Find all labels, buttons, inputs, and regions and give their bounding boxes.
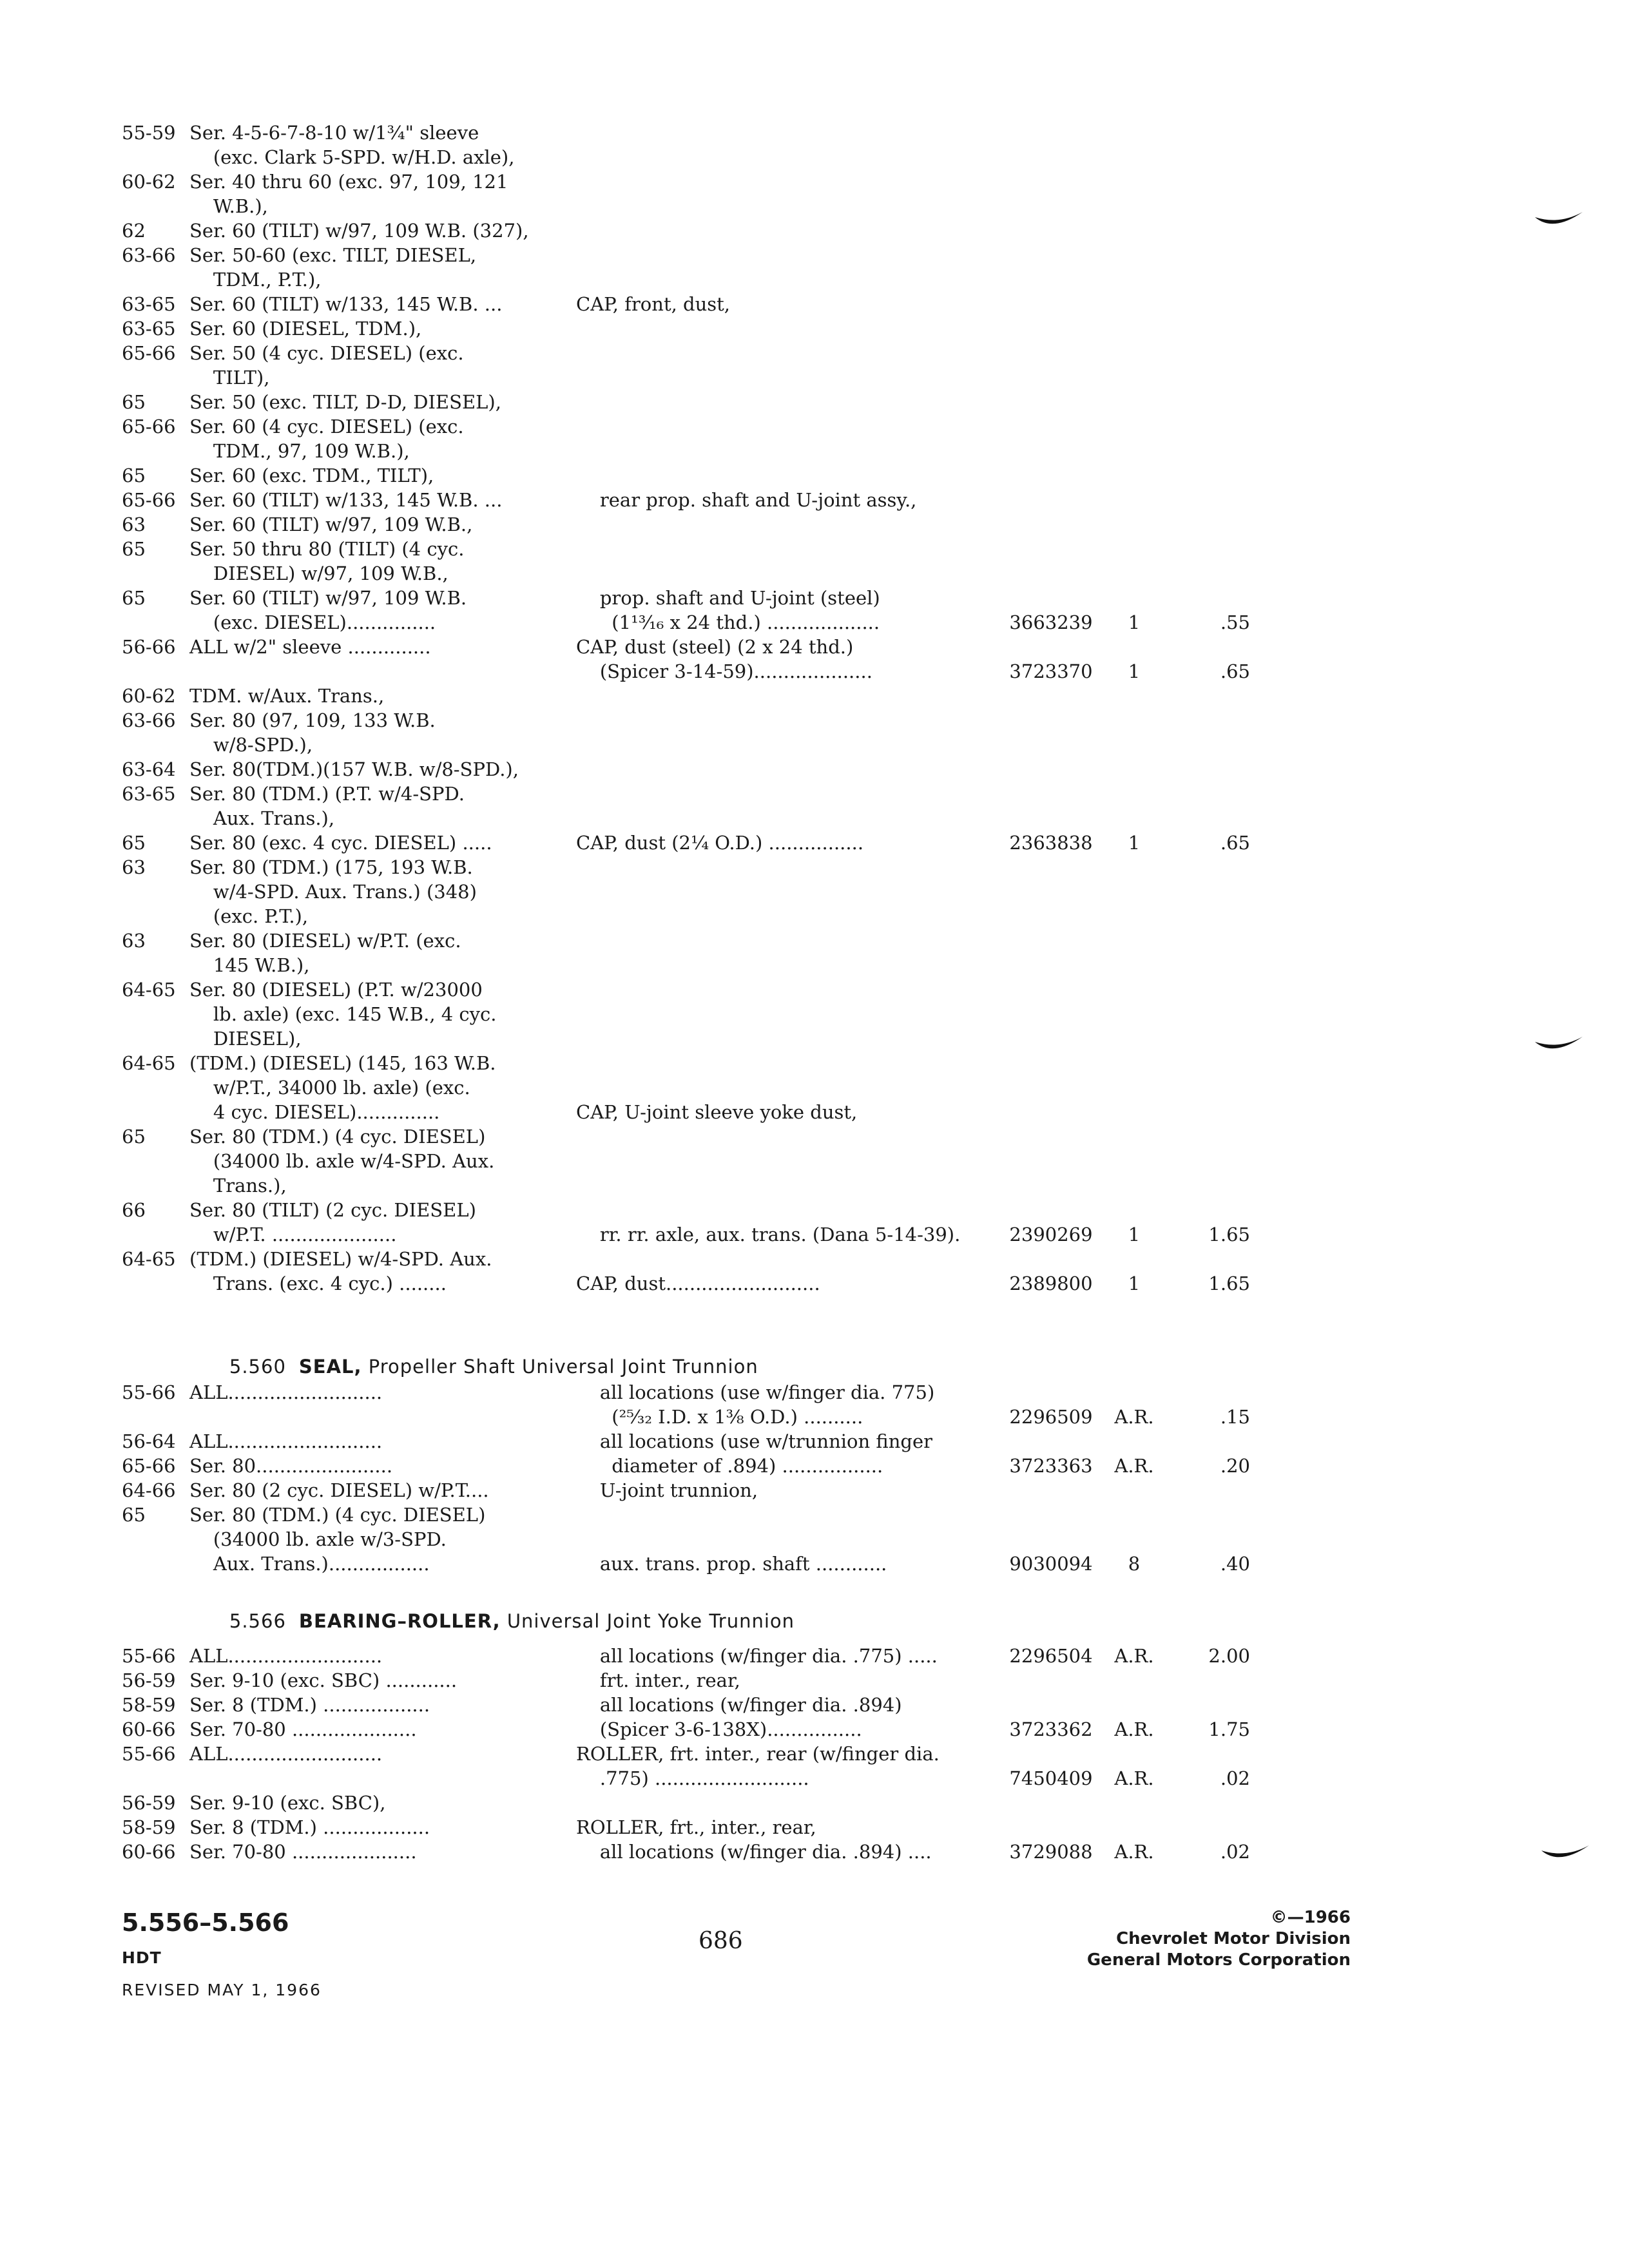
part-description: prop. shaft and U-joint (steel): [576, 587, 880, 609]
year-range: 55-66: [122, 1743, 176, 1765]
table-row: [0, 1668, 1629, 1693]
model-applicability: Ser. 60 (DIESEL, TDM.),: [189, 318, 422, 340]
model-applicability: TILT),: [189, 367, 270, 389]
part-number: 2296504: [1009, 1645, 1093, 1667]
model-applicability: Ser. 60 (4 cyc. DIESEL) (exc.: [189, 416, 464, 437]
part-description: CAP, dust (2¼ O.D.) ................: [576, 832, 864, 854]
model-applicability: (exc. P.T.),: [189, 905, 309, 927]
table-row: [0, 1454, 1629, 1478]
table-row: [0, 1380, 1629, 1405]
price: 1.65: [1208, 1273, 1250, 1294]
model-applicability: Aux. Trans.),: [189, 807, 335, 829]
part-description: rr. rr. axle, aux. trans. (Dana 5-14-39).: [576, 1224, 961, 1245]
quantity: 8: [1128, 1553, 1141, 1575]
model-applicability: w/8-SPD.),: [189, 734, 313, 756]
model-applicability: TDM. w/Aux. Trans.,: [189, 685, 385, 707]
model-applicability: Ser. 60 (TILT) w/97, 109 W.B. (327),: [189, 220, 529, 242]
year-range: 60-66: [122, 1841, 176, 1863]
model-applicability: Ser. 4-5-6-7-8-10 w/1¾" sleeve: [189, 122, 479, 144]
part-number: 9030094: [1009, 1553, 1093, 1575]
table-row: [0, 831, 1629, 855]
price: .20: [1220, 1455, 1250, 1477]
punch-mark-icon: [1534, 1034, 1585, 1060]
year-range: 55-59: [122, 122, 176, 144]
year-range: 63-65: [122, 783, 176, 805]
model-applicability: Ser. 40 thru 60 (exc. 97, 109, 121: [189, 171, 508, 193]
table-row: [0, 341, 1629, 365]
part-description: all locations (use w/finger dia. 775): [576, 1381, 935, 1403]
table-row: [0, 1766, 1629, 1791]
model-applicability: Ser. 80 (2 cyc. DIESEL) w/P.T....: [189, 1479, 489, 1501]
table-row: [0, 439, 1629, 463]
model-applicability: TDM., P.T.),: [189, 269, 322, 291]
model-applicability: (TDM.) (DIESEL) w/4-SPD. Aux.: [189, 1248, 492, 1270]
year-range: 63: [122, 930, 146, 952]
price: .40: [1220, 1553, 1250, 1575]
year-range: 56-59: [122, 1669, 176, 1691]
table-row: [0, 1247, 1629, 1271]
year-range: 62: [122, 220, 146, 242]
table-row: [0, 120, 1629, 145]
model-applicability: Ser. 60 (TILT) w/97, 109 W.B.: [189, 587, 467, 609]
year-range: 63-65: [122, 318, 176, 340]
year-range: 63-66: [122, 244, 176, 266]
table-row: [0, 1124, 1629, 1149]
part-description: diameter of .894) .................: [576, 1455, 883, 1477]
table-row: [0, 218, 1629, 243]
model-applicability: Ser. 80 (TILT) (2 cyc. DIESEL): [189, 1199, 476, 1221]
footer-section-code: 5.556–5.566: [122, 1908, 289, 1937]
table-row: [0, 1405, 1629, 1429]
table-row: [0, 1429, 1629, 1454]
part-number: 3723370: [1009, 660, 1093, 682]
part-description: CAP, U-joint sleeve yoke dust,: [576, 1101, 858, 1123]
punch-mark-icon: [1540, 1843, 1592, 1869]
part-description: CAP, front, dust,: [576, 293, 731, 315]
table-row: [0, 1815, 1629, 1840]
table-row: [0, 537, 1629, 561]
quantity: A.R.: [1114, 1841, 1154, 1863]
section-title-bold: SEAL,: [298, 1356, 362, 1378]
table-row: [0, 879, 1629, 904]
year-range: 60-62: [122, 171, 176, 193]
footer-corporation: General Motors Corporation: [1086, 1950, 1351, 1970]
table-row: [0, 365, 1629, 390]
table-row: [0, 1198, 1629, 1222]
model-applicability: Ser. 50 (exc. TILT, D-D, DIESEL),: [189, 391, 501, 413]
part-number: 2296509: [1009, 1406, 1093, 1428]
quantity: 1: [1128, 611, 1141, 633]
year-range: 65-66: [122, 1455, 176, 1477]
year-range: 65: [122, 391, 146, 413]
model-applicability: ALL..........................: [189, 1381, 383, 1403]
year-range: 64-66: [122, 1479, 176, 1501]
part-description: (Spicer 3-6-138X)................: [576, 1718, 862, 1740]
model-applicability: ALL..........................: [189, 1645, 383, 1667]
table-row: [0, 1527, 1629, 1552]
model-applicability: ALL..........................: [189, 1743, 383, 1765]
table-row: [0, 243, 1629, 267]
table-row: [0, 610, 1629, 635]
year-range: 65: [122, 1504, 146, 1526]
part-number: 3729088: [1009, 1841, 1093, 1863]
table-row: [0, 512, 1629, 537]
quantity: A.R.: [1114, 1767, 1154, 1789]
table-row: [0, 1051, 1629, 1075]
footer-copyright: ©—1966: [1270, 1908, 1351, 1927]
section-title-rest: Propeller Shaft Universal Joint Trunnion: [368, 1356, 758, 1378]
model-applicability: Ser. 60 (TILT) w/97, 109 W.B.,: [189, 514, 473, 535]
model-applicability: Ser. 70-80 .....................: [189, 1841, 417, 1863]
year-range: 66: [122, 1199, 146, 1221]
model-applicability: w/4-SPD. Aux. Trans.) (348): [189, 881, 477, 903]
model-applicability: Ser. 50-60 (exc. TILT, DIESEL,: [189, 244, 477, 266]
table-row: [0, 169, 1629, 194]
part-number: 2363838: [1009, 832, 1093, 854]
model-applicability: Ser. 80.......................: [189, 1455, 393, 1477]
model-applicability: Ser. 70-80 .....................: [189, 1718, 417, 1740]
price: 1.65: [1208, 1224, 1250, 1245]
year-range: 60-66: [122, 1718, 176, 1740]
year-range: 65-66: [122, 342, 176, 364]
model-applicability: Ser. 9-10 (exc. SBC),: [189, 1792, 386, 1814]
table-row: [0, 806, 1629, 831]
year-range: 64-65: [122, 979, 176, 1001]
model-applicability: Ser. 60 (TILT) w/133, 145 W.B. ...: [189, 293, 503, 315]
year-range: 65: [122, 465, 146, 486]
price: .15: [1220, 1406, 1250, 1428]
footer-code: HDT: [122, 1948, 162, 1967]
year-range: 65-66: [122, 416, 176, 437]
part-description: all locations (w/finger dia. .894) ....: [576, 1841, 932, 1863]
model-applicability: Ser. 80 (TDM.) (P.T. w/4-SPD.: [189, 783, 465, 805]
part-description: aux. trans. prop. shaft ............: [576, 1553, 887, 1575]
model-applicability: DIESEL),: [189, 1028, 302, 1050]
model-applicability: Ser. 80 (TDM.) (4 cyc. DIESEL): [189, 1504, 486, 1526]
year-range: 63: [122, 514, 146, 535]
part-description: all locations (w/finger dia. .775) .....: [576, 1645, 938, 1667]
part-number: 2389800: [1009, 1273, 1093, 1294]
part-number: 3723362: [1009, 1718, 1093, 1740]
table-row: [0, 1002, 1629, 1026]
table-row: [0, 194, 1629, 218]
table-row: [0, 1173, 1629, 1198]
table-row: [0, 733, 1629, 757]
year-range: 58-59: [122, 1694, 176, 1716]
table-row: [0, 414, 1629, 439]
quantity: A.R.: [1114, 1455, 1154, 1477]
year-range: 60-62: [122, 685, 176, 707]
section-number: 5.560: [229, 1356, 286, 1378]
table-row: [0, 316, 1629, 341]
model-applicability: DIESEL) w/97, 109 W.B.,: [189, 562, 448, 584]
model-applicability: W.B.),: [189, 195, 268, 217]
year-range: 56-64: [122, 1430, 176, 1452]
year-range: 56-59: [122, 1792, 176, 1814]
price: .02: [1220, 1841, 1250, 1863]
part-description: rear prop. shaft and U-joint assy.,: [576, 489, 917, 511]
model-applicability: (TDM.) (DIESEL) (145, 163 W.B.: [189, 1052, 496, 1074]
table-row: [0, 782, 1629, 806]
model-applicability: Ser. 80 (TDM.) (4 cyc. DIESEL): [189, 1126, 486, 1148]
model-applicability: Ser. 60 (TILT) w/133, 145 W.B. ...: [189, 489, 503, 511]
table-row: [0, 1840, 1629, 1864]
year-range: 64-65: [122, 1248, 176, 1270]
part-number: 7450409: [1009, 1767, 1093, 1789]
model-applicability: Ser. 80 (exc. 4 cyc. DIESEL) .....: [189, 832, 492, 854]
footer-revised-date: REVISED MAY 1, 1966: [122, 1981, 322, 1999]
table-row: [0, 1026, 1629, 1051]
part-description: (Spicer 3-14-59)....................: [576, 660, 872, 682]
table-row: [0, 904, 1629, 928]
part-number: 3663239: [1009, 611, 1093, 633]
year-range: 56-66: [122, 636, 176, 658]
model-applicability: Ser. 80 (DIESEL) (P.T. w/23000: [189, 979, 483, 1001]
year-range: 65: [122, 832, 146, 854]
table-row: [0, 1693, 1629, 1717]
table-row: [0, 1478, 1629, 1503]
year-range: 65: [122, 1126, 146, 1148]
section-title-rest: Universal Joint Yoke Trunnion: [506, 1610, 795, 1632]
table-row: [0, 1644, 1629, 1668]
year-range: 55-66: [122, 1381, 176, 1403]
table-row: [0, 635, 1629, 659]
table-row: [0, 488, 1629, 512]
part-description: CAP, dust..........................: [576, 1273, 820, 1294]
model-applicability: Ser. 60 (exc. TDM., TILT),: [189, 465, 434, 486]
quantity: A.R.: [1114, 1645, 1154, 1667]
model-applicability: TDM., 97, 109 W.B.),: [189, 440, 410, 462]
part-description: (1¹³⁄₁₆ x 24 thd.) ...................: [576, 611, 880, 633]
quantity: 1: [1128, 1273, 1141, 1294]
part-description: ROLLER, frt. inter., rear (w/finger dia.: [576, 1743, 940, 1765]
table-row: [0, 463, 1629, 488]
quantity: 1: [1128, 832, 1141, 854]
model-applicability: Ser. 50 (4 cyc. DIESEL) (exc.: [189, 342, 464, 364]
part-number: 2390269: [1009, 1224, 1093, 1245]
quantity: A.R.: [1114, 1406, 1154, 1428]
table-row: [0, 586, 1629, 610]
table-row: [0, 855, 1629, 879]
model-applicability: w/P.T., 34000 lb. axle) (exc.: [189, 1077, 470, 1099]
punch-mark-icon: [1534, 209, 1585, 235]
year-range: 55-66: [122, 1645, 176, 1667]
table-row: [0, 1100, 1629, 1124]
model-applicability: Trans. (exc. 4 cyc.) ........: [189, 1273, 447, 1294]
model-applicability: Ser. 50 thru 80 (TILT) (4 cyc.: [189, 538, 465, 560]
model-applicability: 4 cyc. DIESEL)..............: [189, 1101, 440, 1123]
model-applicability: (34000 lb. axle w/4-SPD. Aux.: [189, 1150, 495, 1172]
table-row: [0, 977, 1629, 1002]
part-description: ROLLER, frt., inter., rear,: [576, 1816, 816, 1838]
table-row: [0, 659, 1629, 684]
section-title-bold: BEARING–ROLLER,: [298, 1610, 501, 1632]
price: .65: [1220, 832, 1250, 854]
model-applicability: (exc. Clark 5-SPD. w/H.D. axle),: [189, 146, 515, 168]
model-applicability: Ser. 8 (TDM.) ..................: [189, 1816, 430, 1838]
model-applicability: Ser. 80 (DIESEL) w/P.T. (exc.: [189, 930, 461, 952]
year-range: 63: [122, 856, 146, 878]
price: .02: [1220, 1767, 1250, 1789]
table-row: [0, 708, 1629, 733]
part-description: all locations (use w/trunnion finger: [576, 1430, 932, 1452]
year-range: 65: [122, 587, 146, 609]
table-row: [0, 953, 1629, 977]
table-row: [0, 1503, 1629, 1527]
year-range: 58-59: [122, 1816, 176, 1838]
table-row: [0, 145, 1629, 169]
model-applicability: Ser. 80(TDM.)(157 W.B. w/8-SPD.),: [189, 758, 519, 780]
table-row: [0, 292, 1629, 316]
table-row: [0, 267, 1629, 292]
table-row: [0, 561, 1629, 586]
part-number: 3723363: [1009, 1455, 1093, 1477]
model-applicability: 145 W.B.),: [189, 954, 310, 976]
table-row: [0, 757, 1629, 782]
page-number: 686: [699, 1928, 743, 1954]
table-row: [0, 1271, 1629, 1296]
table-row: [0, 1791, 1629, 1815]
quantity: 1: [1128, 1224, 1141, 1245]
model-applicability: (exc. DIESEL)...............: [189, 611, 436, 633]
price: .65: [1220, 660, 1250, 682]
table-row: [0, 928, 1629, 953]
table-row: [0, 684, 1629, 708]
section-number: 5.566: [229, 1610, 286, 1632]
year-range: 65: [122, 538, 146, 560]
price: 2.00: [1208, 1645, 1250, 1667]
part-description: .775) ..........................: [576, 1767, 809, 1789]
table-row: [0, 1717, 1629, 1742]
quantity: 1: [1128, 660, 1141, 682]
model-applicability: (34000 lb. axle w/3-SPD.: [189, 1528, 447, 1550]
year-range: 63-64: [122, 758, 176, 780]
part-description: U-joint trunnion,: [576, 1479, 758, 1501]
price: .55: [1220, 611, 1250, 633]
year-range: 63-66: [122, 709, 176, 731]
quantity: A.R.: [1114, 1718, 1154, 1740]
table-row: [0, 1742, 1629, 1766]
year-range: 64-65: [122, 1052, 176, 1074]
model-applicability: lb. axle) (exc. 145 W.B., 4 cyc.: [189, 1003, 497, 1025]
table-row: [0, 1149, 1629, 1173]
part-description: CAP, dust (steel) (2 x 24 thd.): [576, 636, 854, 658]
table-row: [0, 1075, 1629, 1100]
part-description: (²⁵⁄₃₂ I.D. x 1⅜ O.D.) ..........: [576, 1406, 863, 1428]
price: 1.75: [1208, 1718, 1250, 1740]
table-row: [0, 1552, 1629, 1576]
year-range: 65-66: [122, 489, 176, 511]
table-row: [0, 1222, 1629, 1247]
model-applicability: Ser. 80 (97, 109, 133 W.B.: [189, 709, 436, 731]
model-applicability: Ser. 8 (TDM.) ..................: [189, 1694, 430, 1716]
part-description: all locations (w/finger dia. .894): [576, 1694, 902, 1716]
table-row: [0, 390, 1629, 414]
model-applicability: Ser. 80 (TDM.) (175, 193 W.B.: [189, 856, 473, 878]
model-applicability: w/P.T. .....................: [189, 1224, 397, 1245]
part-description: frt. inter., rear,: [576, 1669, 740, 1691]
model-applicability: Trans.),: [189, 1175, 287, 1196]
model-applicability: Ser. 9-10 (exc. SBC) ............: [189, 1669, 458, 1691]
year-range: 63-65: [122, 293, 176, 315]
model-applicability: ALL..........................: [189, 1430, 383, 1452]
model-applicability: ALL w/2" sleeve ..............: [189, 636, 431, 658]
footer-division: Chevrolet Motor Division: [1116, 1929, 1351, 1948]
model-applicability: Aux. Trans.).................: [189, 1553, 430, 1575]
